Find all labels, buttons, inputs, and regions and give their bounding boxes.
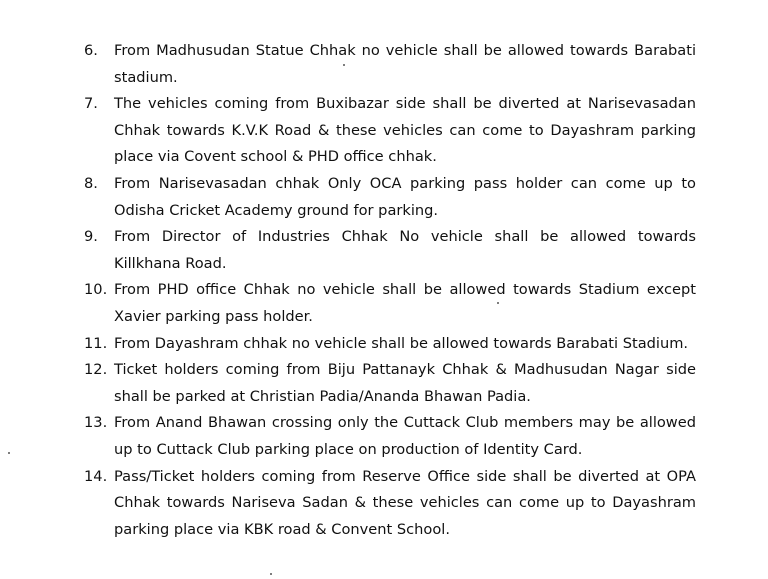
scan-speck [497,302,499,304]
item-text: The vehicles coming from Buxibazar side shall be diverted at Narisevasadan Chhak towards K.V.K Road & these vehicles can come to Dayashram parking place via Covent school & PHD office chhak. [114,95,696,166]
scan-speck [8,452,10,454]
item-number: 10. [84,281,108,299]
item-number: 11. [84,334,108,352]
item-number: 8. [84,174,98,192]
item-number: 13. [84,414,108,432]
item-number: 12. [84,361,108,379]
list-item [84,357,696,410]
list-item [84,171,696,224]
item-text: Ticket holders coming from Biju Pattanayk Chhak & Madhusudan Nagar side shall be parked at Christian Padia/Ananda Bhawan Padia. [114,361,696,405]
list-item [84,277,696,330]
list-item [84,224,696,277]
list-item [84,38,696,91]
item-text: From Director of Industries Chhak No vehicle shall be allowed towards Killkhana Road. [114,228,696,272]
item-text: From Madhusudan Statue Chhak no vehicle shall be allowed towards Barabati stadium. [114,42,696,86]
list-item [84,410,696,463]
scan-speck [343,64,345,66]
traffic-instructions-list [84,38,696,543]
item-text: From Narisevasadan chhak Only OCA parking pass holder can come up to Odisha Cricket Academy ground for parking. [114,174,696,219]
item-text: From PHD office Chhak no vehicle shall be allowed towards Stadium except Xavier parking pass holder. [114,281,696,325]
scan-speck [270,573,272,575]
list-item [84,464,696,544]
item-text: From Dayashram chhak no vehicle shall be allowed towards Barabati Stadium. [114,334,689,352]
item-text: Pass/Ticket holders coming from Reserve Office side shall be diverted at OPA Chhak towards Nariseva Sadan & these vehicles can come up to Dayashram parking place via KBK road & Convent School. [114,467,696,538]
item-text: From Anand Bhawan crossing only the Cuttack Club members may be allowed up to Cuttack Club parking place on production of Identity Card. [114,414,696,458]
list-item [84,331,696,358]
item-number: 6. [84,42,98,59]
list-item [84,91,696,171]
item-number: 14. [84,467,108,485]
item-number: 7. [84,95,98,113]
item-number: 9. [84,228,98,246]
